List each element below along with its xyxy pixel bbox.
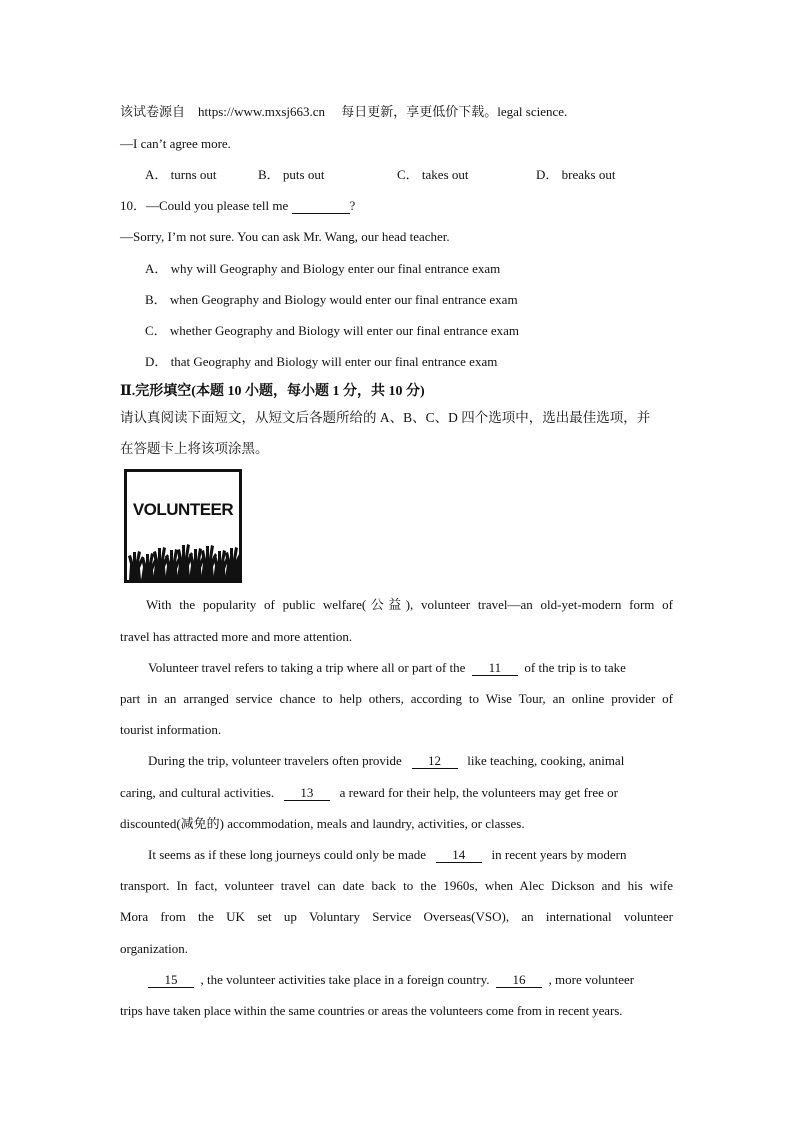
stem-end: ?: [349, 198, 356, 213]
text-segment: a reward for their help, the volunteers may get free or: [339, 785, 618, 800]
p3-line3: discounted(减免的) accommodation, meals and laundry, activities, or classes.: [120, 816, 525, 831]
continued-text: legal science.: [497, 104, 568, 119]
q9-response: —I can’t agree more.: [120, 136, 231, 151]
option-text: that Geography and Biology will enter our final entrance exam: [170, 354, 498, 369]
p3-line2: [120, 785, 618, 801]
header-line: [120, 104, 567, 120]
volunteer-image: [124, 469, 242, 583]
q10-response: —Sorry, I’m not sure. You can ask Mr. Wang, our head teacher.: [120, 229, 450, 244]
blank-11[interactable]: 11: [472, 661, 518, 676]
q9-option-b[interactable]: [258, 167, 324, 183]
p1-line1: [120, 597, 673, 613]
option-text: when Geography and Biology would enter our final entrance exam: [169, 292, 518, 307]
option-letter: A．: [145, 261, 168, 276]
blank-15[interactable]: 15: [148, 973, 194, 988]
text-segment: Volunteer travel refers to taking a trip where all or part of the: [148, 660, 466, 675]
option-letter: D．: [145, 354, 168, 369]
raised-hands-icon: [127, 534, 239, 580]
blank-14[interactable]: 14: [436, 848, 482, 863]
text-segment: , the volunteer activities take place in a foreign country.: [200, 972, 490, 987]
source-prefix: 该试卷源自: [120, 104, 186, 119]
text-segment: It seems as if these long journeys could only be made: [148, 847, 426, 862]
source-suffix: 每日更新，享更低价下载。: [341, 104, 498, 119]
text-segment: of the trip is to take: [524, 660, 626, 675]
p2-line2: part in an arranged service chance to help others, according to Wise Tour, an online provider of: [120, 691, 673, 706]
option-letter: B．: [145, 292, 167, 307]
p3-line1: [148, 753, 624, 769]
text-segment: like teaching, cooking, animal: [467, 753, 625, 768]
p2-line3: tourist information.: [120, 722, 222, 737]
option-letter: D．: [536, 167, 559, 182]
p4-line2: transport. In fact, volunteer travel can date back to the 1960s, when Alec Dickson and his wife: [120, 878, 673, 893]
q10-option-b[interactable]: [145, 292, 518, 308]
answer-blank[interactable]: [292, 199, 350, 214]
option-text: why will Geography and Biology enter our final entrance exam: [170, 261, 501, 276]
blank-13[interactable]: 13: [284, 786, 330, 801]
p4-line1: [148, 847, 627, 863]
p1-line1-text: With the popularity of public welfare(公益), volunteer travel—an old-yet-modern form of: [146, 597, 673, 612]
q9-option-d[interactable]: [536, 167, 615, 183]
text-segment: During the trip, volunteer travelers often provide: [148, 753, 402, 768]
section-instruction-2: 在答题卡上将该项涂黑。: [120, 441, 269, 456]
q9-option-a[interactable]: [145, 167, 217, 183]
section-title: Ⅱ.完形填空(本题 10 小题，每小题 1 分，共 10 分): [120, 384, 425, 399]
q10-option-d[interactable]: [145, 354, 497, 370]
blank-16[interactable]: 16: [496, 973, 542, 988]
option-text: whether Geography and Biology will enter our final entrance exam: [169, 323, 519, 338]
option-text: turns out: [170, 167, 217, 182]
option-letter: A．: [145, 167, 168, 182]
p5-line2: trips have taken place within the same countries or areas the volunteers come from in recent years.: [120, 1003, 623, 1018]
text-segment: caring, and cultural activities.: [120, 785, 275, 800]
p1-line2: travel has attracted more and more attention.: [120, 629, 353, 644]
stem-text: —Could you please tell me: [146, 198, 289, 213]
option-text: takes out: [421, 167, 469, 182]
option-letter: B．: [258, 167, 280, 182]
p4-line3: Mora from the UK set up Voluntary Service Overseas(VSO), an international volunteer: [120, 909, 673, 924]
question-number: 10．: [120, 198, 147, 213]
section-instruction-1: 请认真阅读下面短文，从短文后各题所给的 A、B、C、D 四个选项中，选出最佳选项，并: [120, 410, 651, 425]
source-url[interactable]: https://www.mxsj663.cn: [198, 104, 326, 119]
p4-line4: organization.: [120, 941, 188, 956]
q10-stem: [120, 198, 355, 214]
q10-option-a[interactable]: [145, 261, 500, 277]
option-text: breaks out: [561, 167, 616, 182]
text-segment: in recent years by modern: [491, 847, 627, 862]
option-letter: C．: [397, 167, 419, 182]
text-segment: , more volunteer: [548, 972, 635, 987]
option-text: puts out: [282, 167, 325, 182]
q9-option-c[interactable]: [397, 167, 469, 183]
blank-12[interactable]: 12: [412, 754, 458, 769]
q10-option-c[interactable]: [145, 323, 519, 339]
p5-line1: [148, 972, 634, 988]
p2-line1: [148, 660, 626, 676]
volunteer-label: VOLUNTEER: [132, 500, 234, 519]
option-letter: C．: [145, 323, 167, 338]
